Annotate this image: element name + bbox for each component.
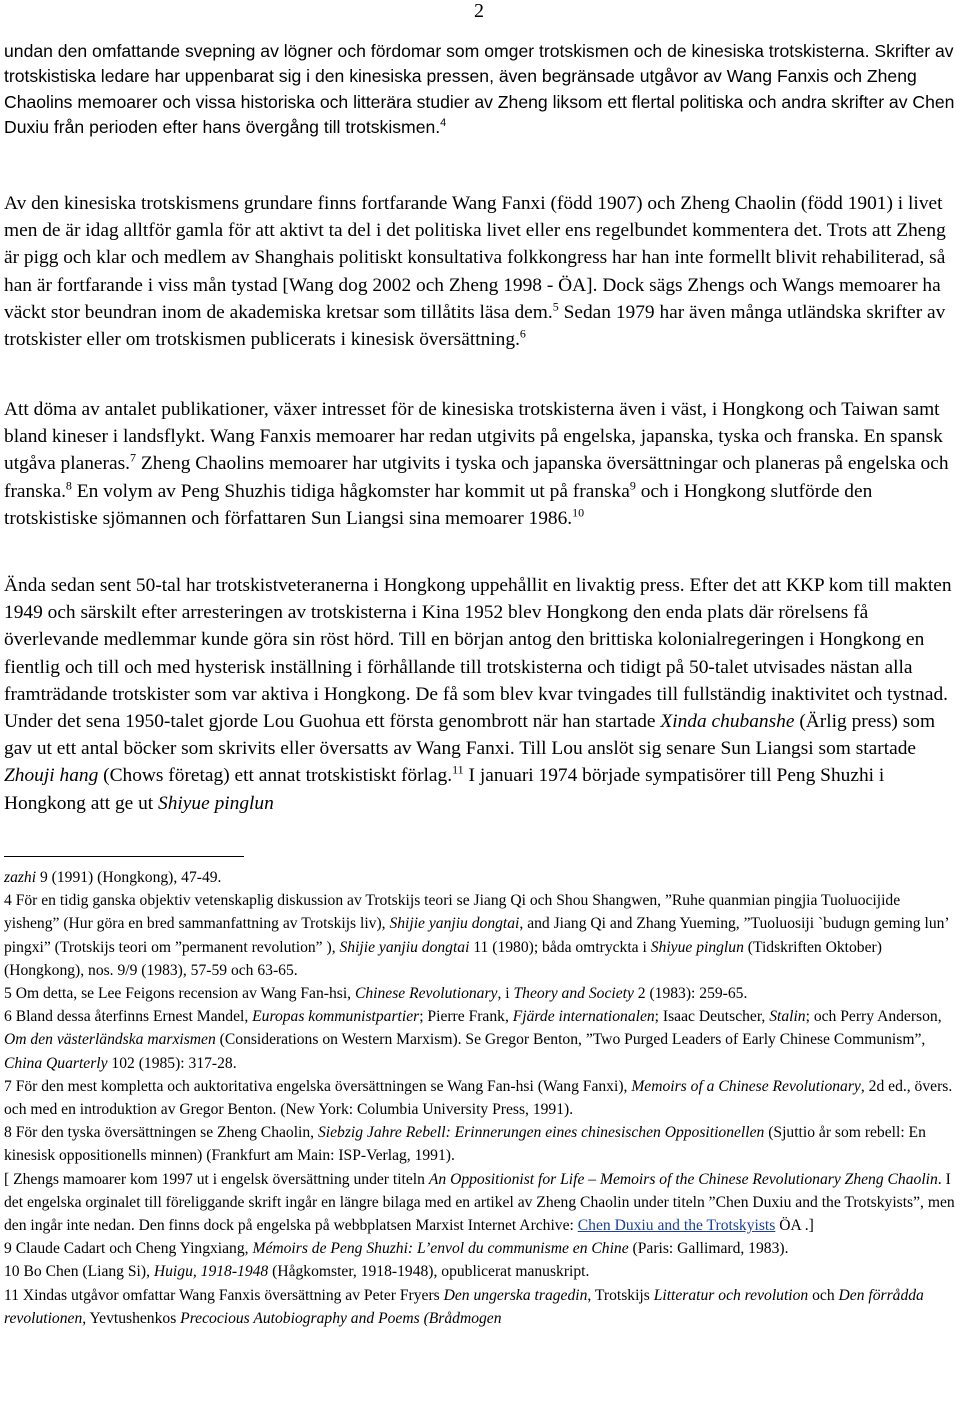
footnote-continuation: zazhi 9 (1991) (Hongkong), 47-49. [4, 869, 222, 886]
footnote-ref[interactable]: 10 [572, 505, 585, 520]
footnote-11: 11 Xindas utgåvor omfattar Wang Fanxis översättning av Peter Fryers Den ungerska tragedin, Trotskijs Litteratur och revolution och Den förrådda revolutionen, Yevtushenkos Precocious Autobiography and Poems (Brådmogen [4, 1286, 924, 1327]
footnote-7: 7 För den mest kompletta och auktoritativa engelska översättningen se Wang Fan-hsi (Wang Fanxi), Memoirs of a Chinese Revolutionary, 2d ed., övers. och med en introduktion av Gregor Benton. (New York: Columbia University Press, 1991). [4, 1077, 953, 1119]
footnote-8: 8 För den tyska översättningen se Zheng Chaolin, Siebzig Jahre Rebell: Erinnerungen eines chinesischen Oppositionellen (Sjuttio år som rebell: En kinesisk oppositionells minnen) (Frankfurt am Main: ISP-Verlag, 1991). [4, 1124, 926, 1165]
footnote-separator [4, 856, 244, 857]
body-paragraph-3: Att döma av antalet publikationer, växer intresset för de kinesiska trotskisterna även i väst, i Hongkong och Taiwan samt bland kineser i landsflykt. Wang Fanxis memoarer har redan utgivits på engelska, japanska, tyska och franska. En spansk utgåva planeras.$^7$ Zheng Chaolins memoarer har utgivits i tyska och japanska översättningar och planeras på engelska och franska.$^8$ En volym av Peng Shuzhis tidiga hågkomster har kommit ut på franska$^9$ och i Hongkong slutförde den trotskistiske sjömannen och författaren Sun Liangsi sina memoarer 1986.10 [4, 399, 949, 529]
page-number: 2 [474, 0, 484, 22]
journal-title: Shiyue pinglun [158, 792, 274, 814]
publisher-title: Zhouji hang [4, 765, 99, 787]
footnote-ref[interactable]: 11 [452, 762, 464, 777]
footnote-ref[interactable]: 9 [629, 478, 636, 493]
marxist-archive-link[interactable]: Chen Duxiu and the Trotskyists [577, 1217, 776, 1235]
footnote-ref[interactable]: 7 [129, 450, 136, 465]
footnote-ref[interactable]: 8 [65, 478, 72, 493]
footnote-ref[interactable]: 4 [440, 117, 447, 130]
editor-note: [ Zhengs mamoarer kom 1997 ut i engelsk översättning under titeln An Oppositionist for Life – Memoirs of the Chinese Revolutionary Zheng Chaolin. I det engelska orginalet till föreliggande skrift ingår en längre bilaga med en artikel av Zheng Chaolin under titeln ”Chen Duxiu and the Trotskyists”, men den ingår inte nedan. Den finns dock på engelska på webbplatsen Marxist Internet Archive: Chen Duxiu and the Trotskyists ÖA .] [4, 1170, 955, 1235]
footnote-6: 6 Bland dessa återfinns Ernest Mandel, Europas kommunistpartier; Pierre Frank, Fjärde internationalen; Isaac Deutscher, Stalin; och Perry Anderson, Om den västerländska marxismen (Considerations on Western Marxism). Se Gregor Benton, ”Two Purged Leaders of Early Chinese Communism”, China Quarterly 102 (1985): 317-28. [4, 1008, 942, 1072]
footnote-10: 10 Bo Chen (Liang Si), Huigu, 1918-1948 (Hågkomster, 1918-1948), opublicerat manuskript. [4, 1263, 590, 1281]
body-paragraph-4: Ända sedan sent 50-tal har trotskistveteranerna i Hongkong uppehållit en livaktig press. Efter det att KKP kom till makten 1949 och särskilt efter arresteringen av trotskisterna i Kina 1952 blev Hongkong den enda plats där rörelsens få överlevande medlemmar kunde göra sin röst hörd. Till en början antog den brittiska kolonialregeringen i Hongkong en fientlig och till och med hysterisk inställning i förhållande till trotskisterna och tidigt på 50-talet utvisades nästan alla framträdande trotskister som var aktiva i Hongkong. De få som blev kvar tvingades till fullständig inaktivitet och tystnad. Under det sena 1950-talet gjorde Lou Guohua ett första genombrott när han startade Xinda chubanshe (Ärlig press) som gav ut ett antal böcker som skrivits eller översatts av Wang Fanxi. Till Lou anslöt sig senare Sun Liangsi som startade Zhouji hang (Chows företag) ett annat trotskistiskt förlag.$^{11}$ I januari 1974 började sympatisörer till Peng Shuzhi i Hongkong att ge ut Shiyue pinglun [4, 575, 952, 814]
publisher-title: Xinda chubanshe [660, 711, 795, 733]
footnote-9: 9 Claude Cadart och Cheng Yingxiang, Mémoirs de Peng Shuzhi: L’envol du communisme en Chine (Paris: Gallimard, 1983). [4, 1240, 789, 1258]
footnote-ref[interactable]: 5 [552, 299, 559, 314]
body-paragraph-2: Av den kinesiska trotskismens grundare finns fortfarande Wang Fanxi (född 1907) och Zheng Chaolin (född 1901) i livet men de är idag alltför gamla för att aktivt ta del i det politiska livet eller ens regelbundet kommentera det. Trots att Zheng är pigg och klar och medlem av Shanghais politiskt konsultativa folkkongress har han inte formellt blivit rehabiliterad, så han är fortfarande i viss mån tystad [Wang dog 2002 och Zheng 1998 - ÖA]. Dock sägs Zhengs och Wangs memoarer ha väckt stor beundran inom de akademiska kretsar som tillåtits läsa dem.$^5$ Sedan 1979 har även många utländska skrifter av trotskister eller om trotskismen publicerats i kinesisk översättning.$^6$ [4, 193, 946, 351]
footnote-5: 5 Om detta, se Lee Feigons recension av Wang Fan-hsi, Chinese Revolutionary, i Theory and Society 2 (1983): 259-65. [4, 985, 748, 1003]
footnotes [4, 866, 956, 1330]
footnote-ref[interactable]: 6 [519, 326, 526, 341]
footnote-4: 4 För en tidig ganska objektiv vetenskaplig diskussion av Trotskijs teori se Jiang Qi och Shou Shangwen, ”Ruhe quanmian pingjia Tuoluocijide yisheng” (Hur göra en bred sammanfattning av Trotskijs liv), Shijie yanjiu dongtai, and Jiang Qi and Zhang Yueming, ”Tuoluosiji `budugn geming lun’ pingxi” (Trotskijs teori om ”permanent revolution” ), Shijie yanjiu dongtai 11 (1980); båda omtryckta i Shiyue pinglun (Tidskriften Oktober) (Hongkong), nos. 9/9 (1983), 57-59 och 63-65. [4, 892, 949, 979]
body-paragraph-1: undan den omfattande svepning av lögner och fördomar som omger trotskismen och de kinesiska trotskisterna. Skrifter av trotskistiska ledare har uppenbarat sig i den kinesiska pressen, även begränsade utgåvor av Wang Fanxis och Zheng Chaolins memoarer och vissa historiska och litterära studier av Zheng liksom ett flertal politiska och andra skrifter av Chen Duxiu från perioden efter hans övergång till trotskismen.$^4$ [4, 41, 955, 138]
